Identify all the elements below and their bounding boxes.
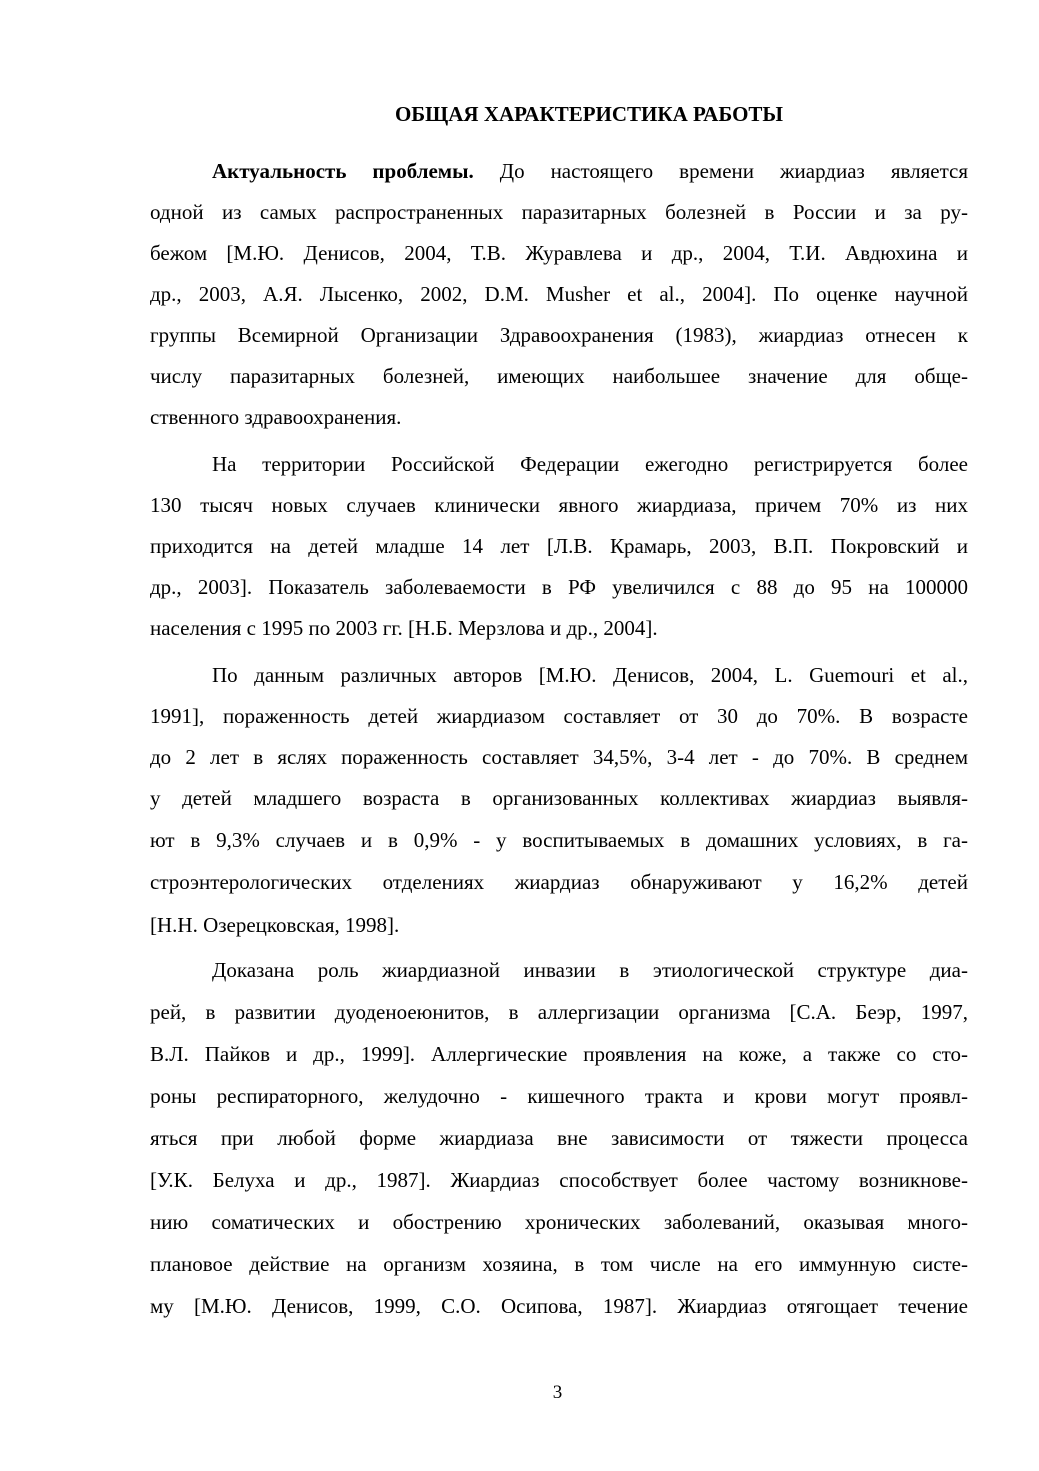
paragraph-line: числу паразитарных болезней, имеющих наибольшее значение для обще- (150, 364, 968, 388)
paragraph-line: населения с 1995 по 2003 гг. [Н.Б. Мерзлова и др., 2004]. (150, 616, 658, 640)
section-heading: ОБЩАЯ ХАРАКТЕРИСТИКА РАБОТЫ (394, 102, 784, 126)
paragraph-1-line-1 (212, 153, 968, 189)
paragraph-line: [Н.Н. Озерецковская, 1998]. (150, 913, 400, 937)
paragraph-line: до 2 лет в яслях пораженность составляет 34,5%, 3-4 лет - до 70%. В среднем (150, 745, 968, 769)
paragraph-line: 1991], пораженность детей жиардиазом составляет от 30 до 70%. В возрасте (150, 704, 968, 728)
paragraph-line: му [М.Ю. Денисов, 1999, С.О. Осипова, 1987]. Жиардиаз отягощает течение (150, 1294, 968, 1318)
paragraph-line: ственного здравоохранения. (150, 405, 402, 429)
paragraph-1-line-1-text: До настоящего времени жиардиаз является (473, 159, 968, 183)
paragraph-line: строэнтерологических отделениях жиардиаз обнаруживают у 16,2% детей (150, 870, 968, 894)
paragraph-line: группы Всемирной Организации Здравоохранения (1983), жиардиаз отнесен к (150, 323, 968, 347)
paragraph-line: 130 тысяч новых случаев клинически явного жиардиаза, причем 70% из них (150, 493, 968, 517)
paragraph-line: роны респираторного, желудочно - кишечного тракта и крови могут проявл- (150, 1084, 968, 1108)
lead-in-label: Актуальность проблемы. (212, 159, 474, 183)
paragraph-line: В.Л. Пайков и др., 1999]. Аллергические проявления на коже, а также со сто- (150, 1042, 968, 1066)
paragraph-line: Доказана роль жиардиазной инвазии в этиологической структуре диа- (212, 958, 968, 982)
paragraph-line: яться при любой форме жиардиаза вне зависимости от тяжести процесса (150, 1126, 968, 1150)
paragraph-line: приходится на детей младше 14 лет [Л.В. Крамарь, 2003, В.П. Покровский и (150, 534, 968, 558)
paragraph-line: На территории Российской Федерации ежегодно регистрируется более (212, 452, 968, 476)
paragraph-line: плановое действие на организм хозяина, в том числе на его иммунную систе- (150, 1252, 968, 1276)
paragraph-line: др., 2003]. Показатель заболеваемости в РФ увеличился с 88 до 95 на 100000 (150, 575, 968, 599)
paragraph-line: нию соматических и обострению хронических заболеваний, оказывая много- (150, 1210, 968, 1234)
page-number: 3 (552, 1382, 563, 1403)
paragraph-line: рей, в развитии дуоденоеюнитов, в аллергизации организма [С.А. Беэр, 1997, (150, 1000, 968, 1024)
paragraph-line: одной из самых распространенных паразитарных болезней в России и за ру- (150, 200, 968, 224)
paragraph-line: ют в 9,3% случаев и в 0,9% - у воспитываемых в домашних условиях, в га- (150, 828, 968, 852)
paragraph-line: бежом [М.Ю. Денисов, 2004, Т.В. Журавлева и др., 2004, Т.И. Авдюхина и (150, 241, 968, 265)
paragraph-line: др., 2003, А.Я. Лысенко, 2002, D.M. Musher et al., 2004]. По оценке научной (150, 282, 968, 306)
paragraph-line: у детей младшего возраста в организованных коллективах жиардиаз выявля- (150, 786, 968, 810)
paragraph-line: По данным различных авторов [М.Ю. Денисов, 2004, L. Guemouri et al., (212, 663, 968, 687)
paragraph-line: [У.К. Белуха и др., 1987]. Жиардиаз способствует более частому возникнове- (150, 1168, 968, 1192)
